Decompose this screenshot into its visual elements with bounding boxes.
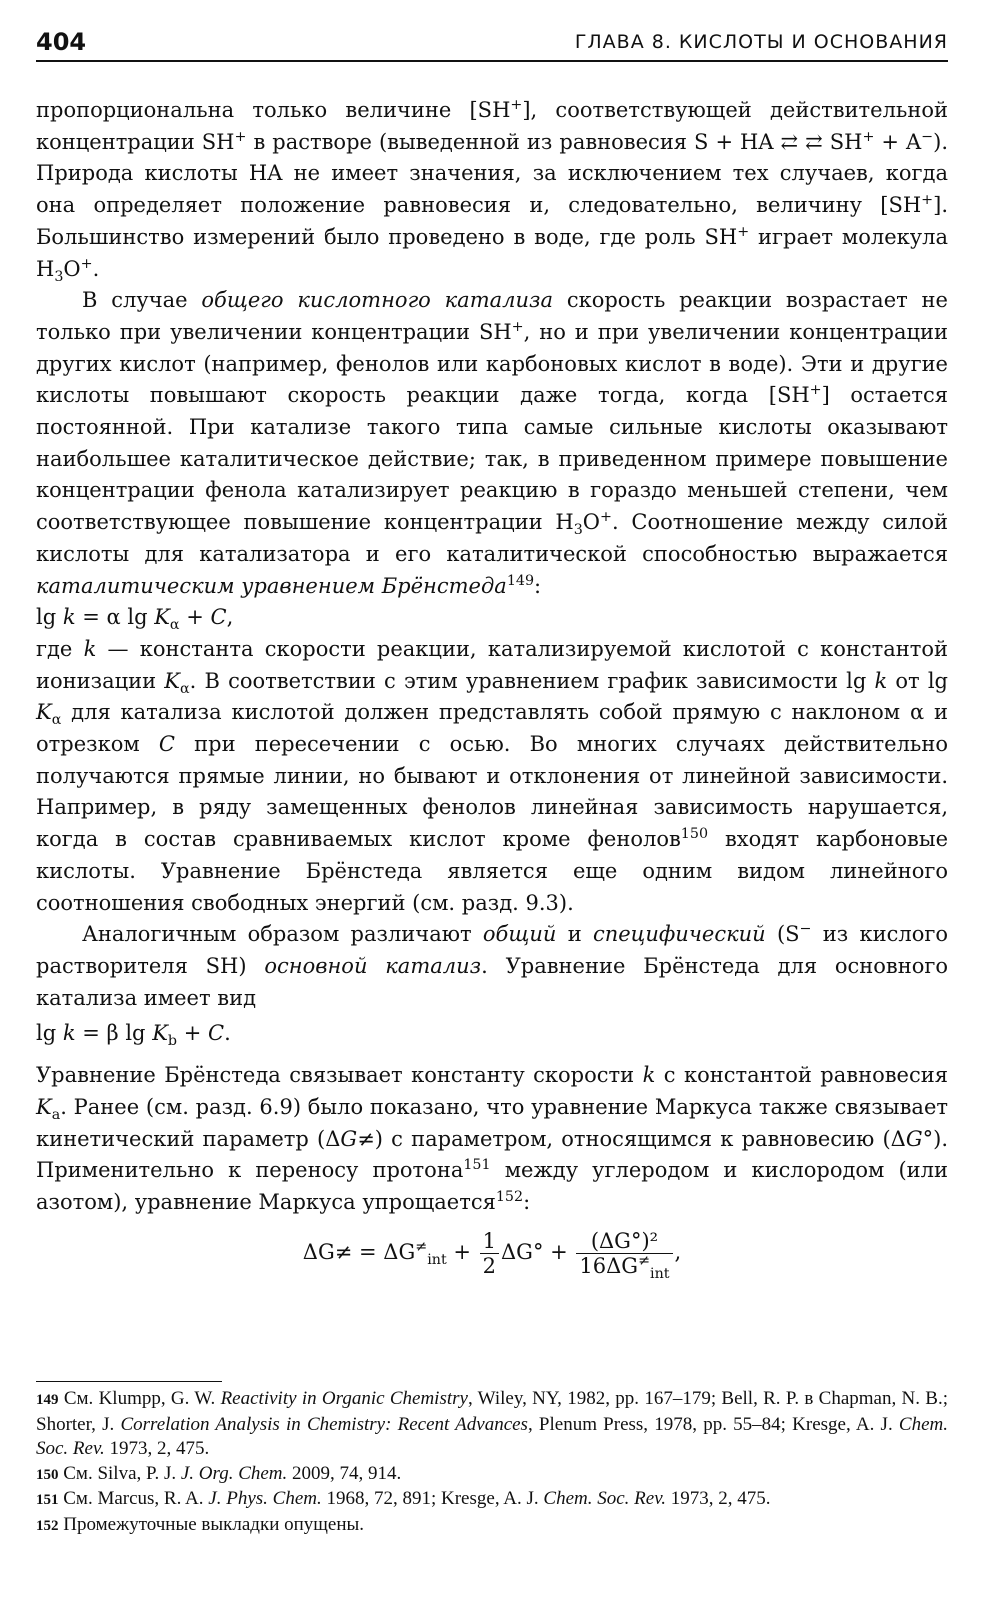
page-number: 404 [36,28,87,56]
page-header [36,28,948,58]
paragraph-3: где k — константа скорости реакции, катализируемой кислотой с константой ионизации $K_\alpha$. В соответствии с этим уравнением график зависимости lg k от $\lg K_\alpha$ для катализа кислотой должен представлять собой прямую с наклоном α и отрезком C при пересечении с осью. Во многих случаях действительно получаются прямые линии, но бывают и отклонения от линейной зависимости. Например, в ряду замещенных фенолов линейная зависимость нарушается, когда в состав сравниваемых кислот кроме фенолов$^{150}$ входят карбоновые кислоты. Уравнение Брёнстеда является еще одним видом линейного соотношения свободных энергий (см. разд. 9.3). [36,636,949,915]
paragraph-5: Уравнение Брёнстеда связывает константу скорости k с константой равновесия $K_a$. Ранее (см. разд. 6.9) было показано, что уравнение Маркуса также связывает кинетический параметр (ΔG≠) с параметром, относящимся к равновесию (ΔG°). Применительно к переносу протона$^{151}$ между углеродом и кислородом (или азотом), уравнение Маркуса упрощается$^{152}$: [36,1063,949,1214]
footnote-150: 150 См. Silva, P. J. J. Org. Chem. 2009, 74, 914. [36,1462,402,1484]
paragraph-1: пропорциональна только величине [SH+], соответствующей действительной концентрации SH+ в растворе (выведенной из равновесия S + HA ⇄ ⇄ SH+ + A−). Природа кислоты HA не имеет значения, за исключением тех случаев, когда она определяет положение равновесия и, следовательно, величину [SH+]. Большинство измерений было проведено в воде, где роль SH+ играет молекула $H_3O^+$. [36,97,948,285]
bronsted-equation-acid: lg k = α $\lg K_\alpha + C$, [36,605,234,634]
footnote-ref-150: 150 [680,826,709,843]
footnote-rule [36,1381,222,1382]
footnote-151: 151 См. Marcus, R. A. J. Phys. Chem. 1968, 72, 891; Kresge, A. J. Chem. Soc. Rev. 1973, 2, 475. [36,1488,771,1509]
footnote-152: 152 Промежуточные выкладки опущены. [36,1513,365,1535]
marcus-equation: $\Delta G\ne = \Delta G^\ne_{int}$ + $\frac{1}{2}$ ΔG° + $\frac{\text{(ΔG°)²}}{16\Delta G^\ne_{int}}$ , [302,1228,682,1282]
header-rule [36,60,948,62]
paragraph-2: В случае общего кислотного катализа скорость реакции возрастает не только при увеличении концентрации SH+, но и при увеличении концентрации других кислот (например, фенолов или карбоновых кислот в воде). Эти и другие кислоты повышают скорость реакции даже тогда, когда [SH+] остается постоянной. При катализе такого типа самые сильные кислоты оказывают наибольшее каталитическое действие; так, в приведенном примере повышение концентрации фенола катализирует реакцию в гораздо меньшей степени, чем соответствующее повышение концентрации $H_3O^+$. Соотношение между силой кислоты для катализатора и его каталитической способностью выражается каталитическим уравнением Брёнстеда$^{149}$: [36,288,948,598]
footnote-ref-151: 151 [463,1157,491,1174]
footnotes [36,1387,948,1538]
footnote-ref-149: 149 [506,572,535,589]
footnote-ref-152: 152 [495,1188,524,1205]
fraction-marcus-term: $\frac{\text{(ΔG°)²}}{16\Delta G^\ne_{int}}$ [576,1229,672,1278]
bronsted-equation-base: lg k = β $\lg K_b + C$. [36,1021,231,1050]
paragraph-4: Аналогичным образом различают общий и специфический (S− из кислого растворителя SH) основной катализ. Уравнение Брёнстеда для основного катализа имеет вид [36,921,949,1010]
fraction-one-half: $\frac{1}{2}$ [480,1229,499,1278]
main-text [36,95,949,1282]
footnote-149: 149 См. Klumpp, G. W. Reactivity in Organic Chemistry, Wiley, NY, 1982, pp. 167–179; Bell, R. P. в Chapman, N. B.; Shorter, J. Correlation Analysis in Chemistry: Recent Advances, Plenum Press, 1978, pp. 55–84; Kresge, A. J. Chem. Soc. Rev. 1973, 2, 475. [36,1388,949,1459]
running-head: ГЛАВА 8. КИСЛОТЫ И ОСНОВАНИЯ [574,31,948,53]
